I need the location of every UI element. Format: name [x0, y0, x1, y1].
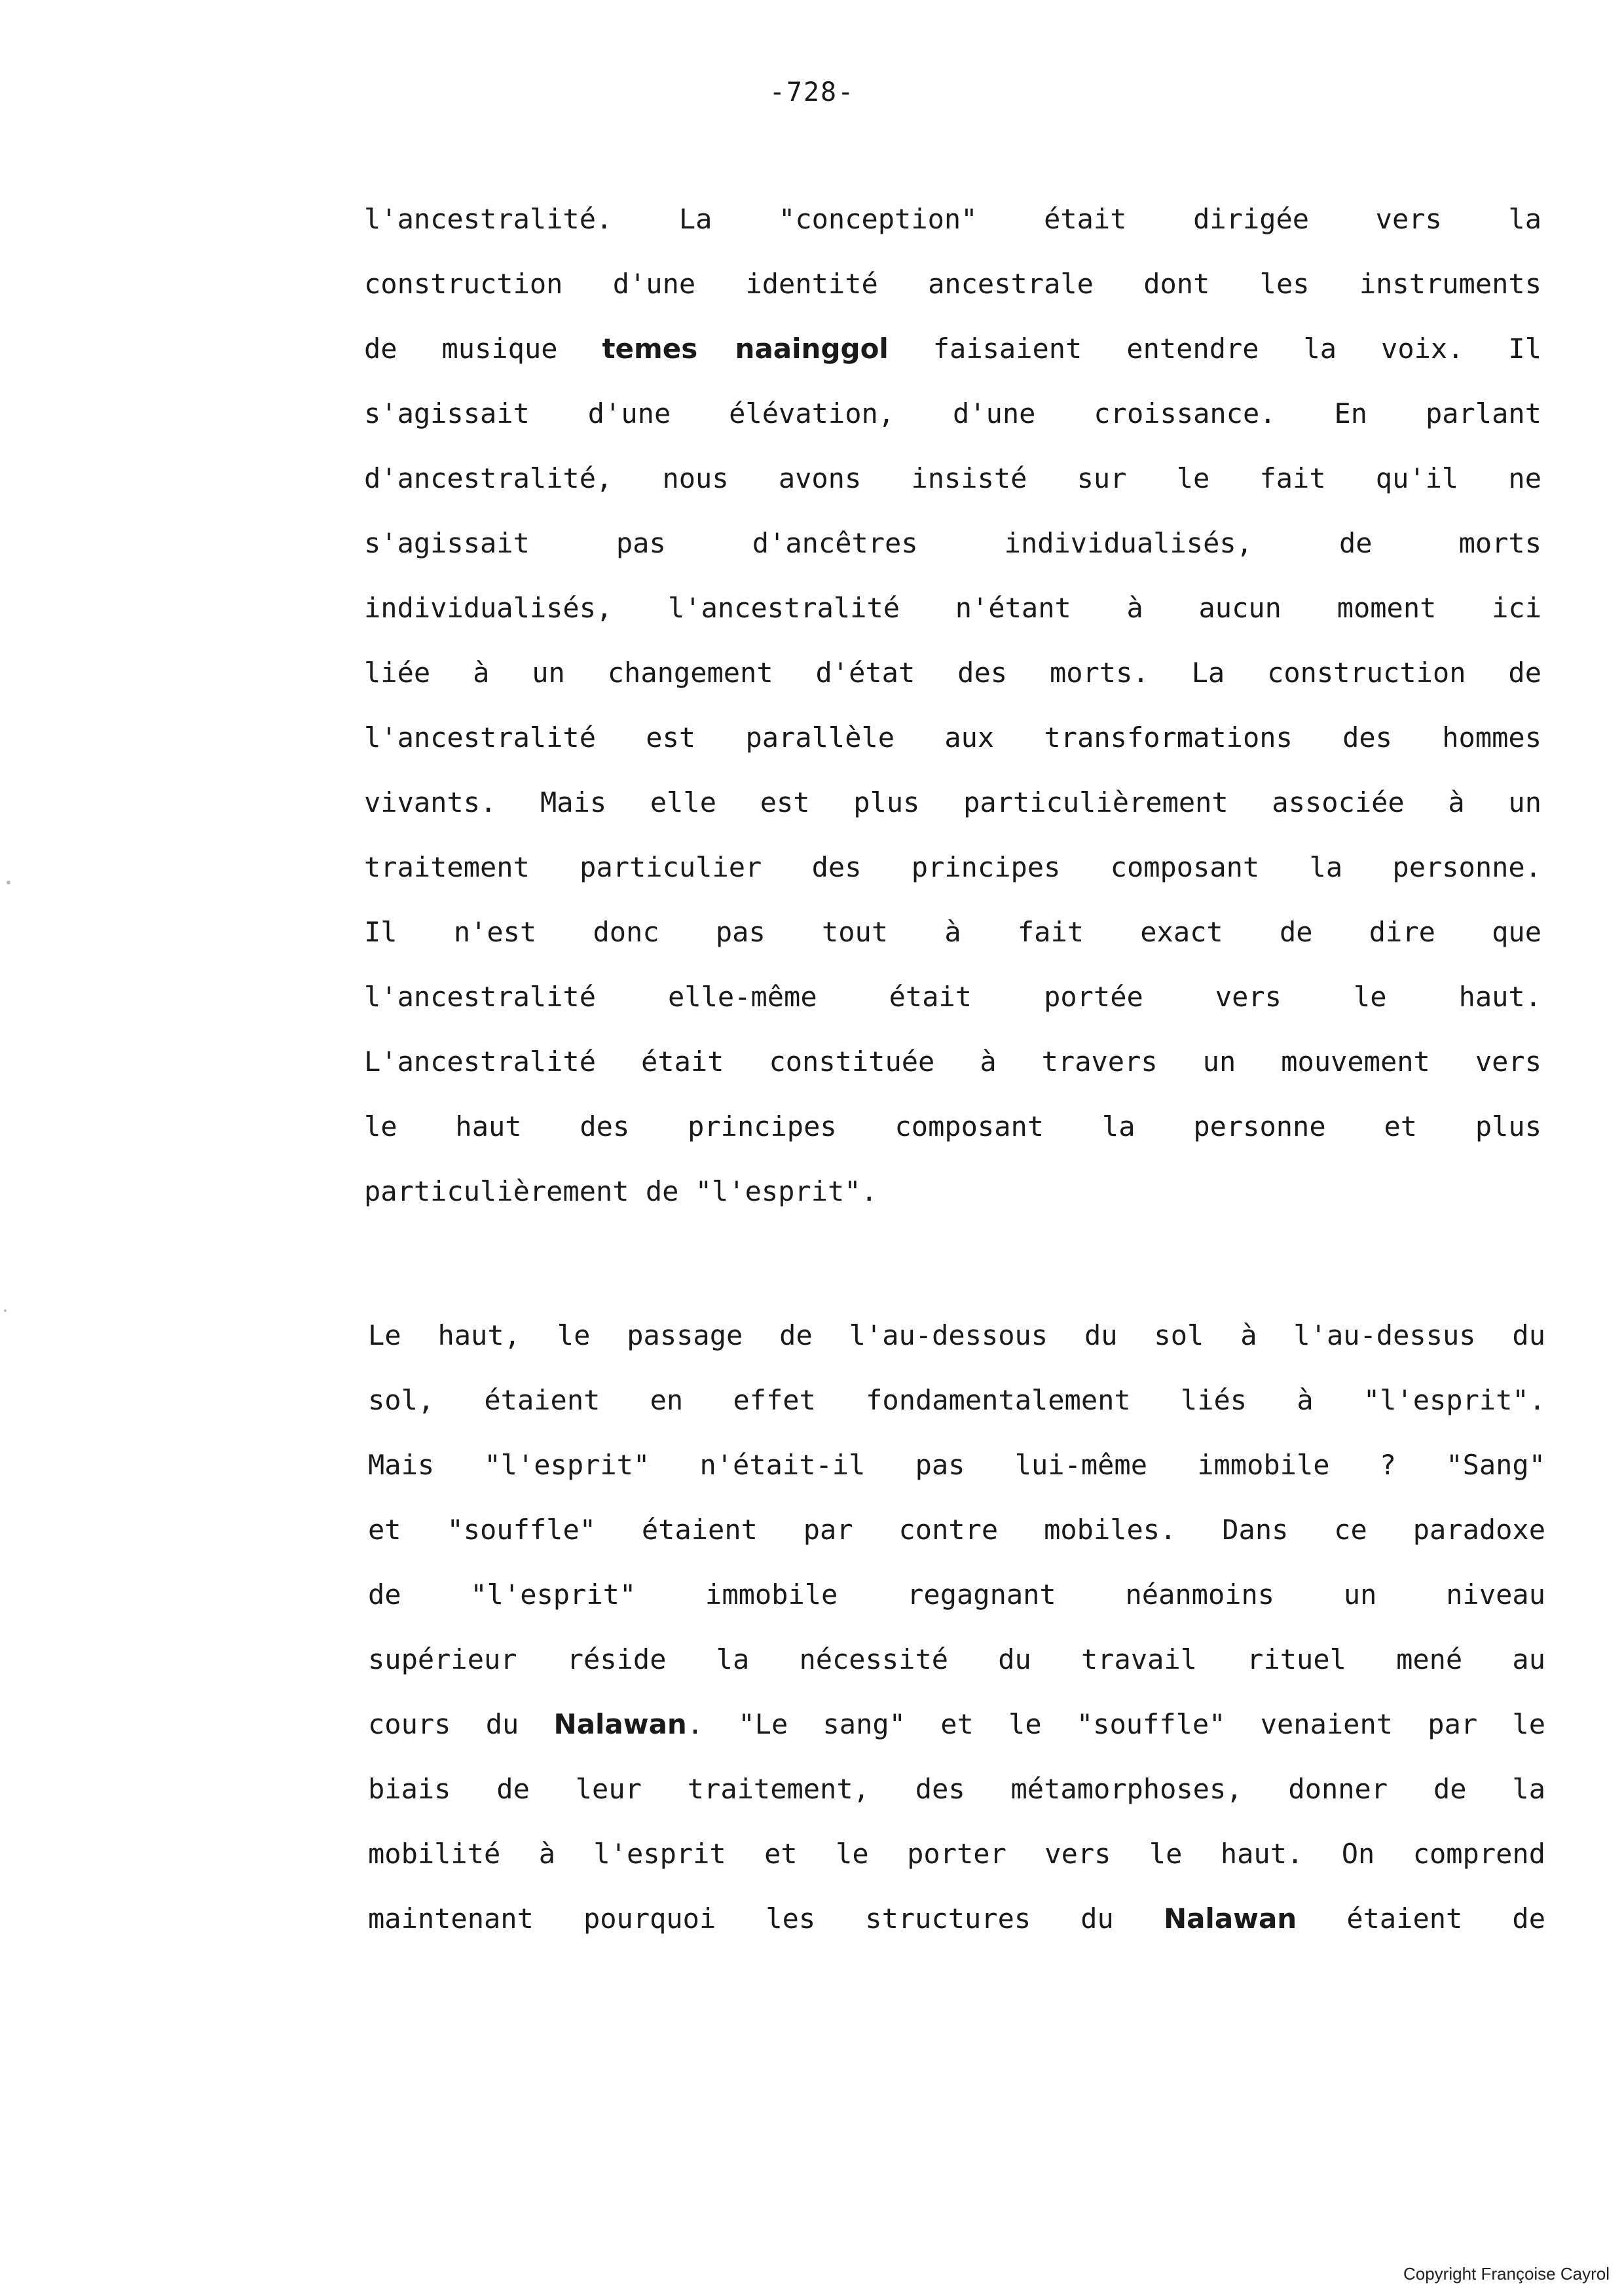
bold-term: Nalawan — [1163, 1903, 1297, 1935]
text-line: vivants. Mais elle est plus particulièrement associée à un — [364, 786, 1541, 818]
text-line: mobilité à l'esprit et le porter vers le haut. On comprend — [368, 1838, 1545, 1870]
text-span: étaient de — [1297, 1903, 1545, 1935]
text-line: individualisés, l'ancestralité n'étant à aucun moment ici — [364, 592, 1541, 624]
text-line: Il n'est donc pas tout à fait exact de dire que — [364, 916, 1541, 948]
text-line — [364, 329, 1541, 369]
text-line: sol, étaient en effet fondamentalement liés à "l'esprit". — [368, 1384, 1545, 1416]
text-span: maintenant pourquoi les structures du — [368, 1903, 1164, 1935]
text-span: faisaient entendre la voix. Il — [888, 333, 1541, 365]
copyright-notice: Copyright Françoise Cayrol — [1403, 2264, 1610, 2284]
text-line: l'ancestralité est parallèle aux transformations des hommes — [364, 721, 1541, 754]
bold-term: Nalawan — [553, 1708, 687, 1740]
text-line: supérieur réside la nécessité du travail rituel mené au — [368, 1643, 1545, 1675]
text-span: cours du — [368, 1708, 554, 1740]
text-line: l'ancestralité elle-même était portée vers le haut. — [364, 981, 1541, 1013]
page-number: -728- — [769, 77, 855, 107]
text-line — [368, 1705, 1545, 1744]
text-line: l'ancestralité. La "conception" était dirigée vers la — [364, 203, 1541, 235]
text-line: liée à un changement d'état des morts. La construction de — [364, 657, 1541, 689]
text-line: d'ancestralité, nous avons insisté sur le fait qu'il ne — [364, 462, 1541, 494]
scan-speck — [4, 1309, 7, 1312]
text-line: de "l'esprit" immobile regagnant néanmoins un niveau — [368, 1578, 1545, 1611]
text-line: particulièrement de "l'esprit". — [364, 1175, 877, 1207]
text-line — [368, 1899, 1545, 1939]
text-line: et "souffle" étaient par contre mobiles. Dans ce paradoxe — [368, 1514, 1545, 1546]
text-line: traitement particulier des principes composant la personne. — [364, 851, 1541, 883]
scan-speck — [7, 881, 10, 884]
text-line: construction d'une identité ancestrale dont les instruments — [364, 268, 1541, 300]
text-span: . "Le sang" et le "souffle" venaient par le — [686, 1708, 1545, 1740]
bold-term: temes naainggol — [602, 333, 889, 365]
text-line: Le haut, le passage de l'au-dessous du sol à l'au-dessus du — [368, 1319, 1545, 1351]
text-line: Mais "l'esprit" n'était-il pas lui-même immobile ? "Sang" — [368, 1449, 1545, 1481]
text-line: s'agissait pas d'ancêtres individualisés, de morts — [364, 527, 1541, 559]
text-line: le haut des principes composant la personne et plus — [364, 1110, 1541, 1142]
text-span: de musique — [364, 333, 602, 365]
text-line: s'agissait d'une élévation, d'une croissance. En parlant — [364, 397, 1541, 429]
text-line: L'ancestralité était constituée à travers un mouvement vers — [364, 1046, 1541, 1078]
text-line: biais de leur traitement, des métamorphoses, donner de la — [368, 1773, 1545, 1805]
